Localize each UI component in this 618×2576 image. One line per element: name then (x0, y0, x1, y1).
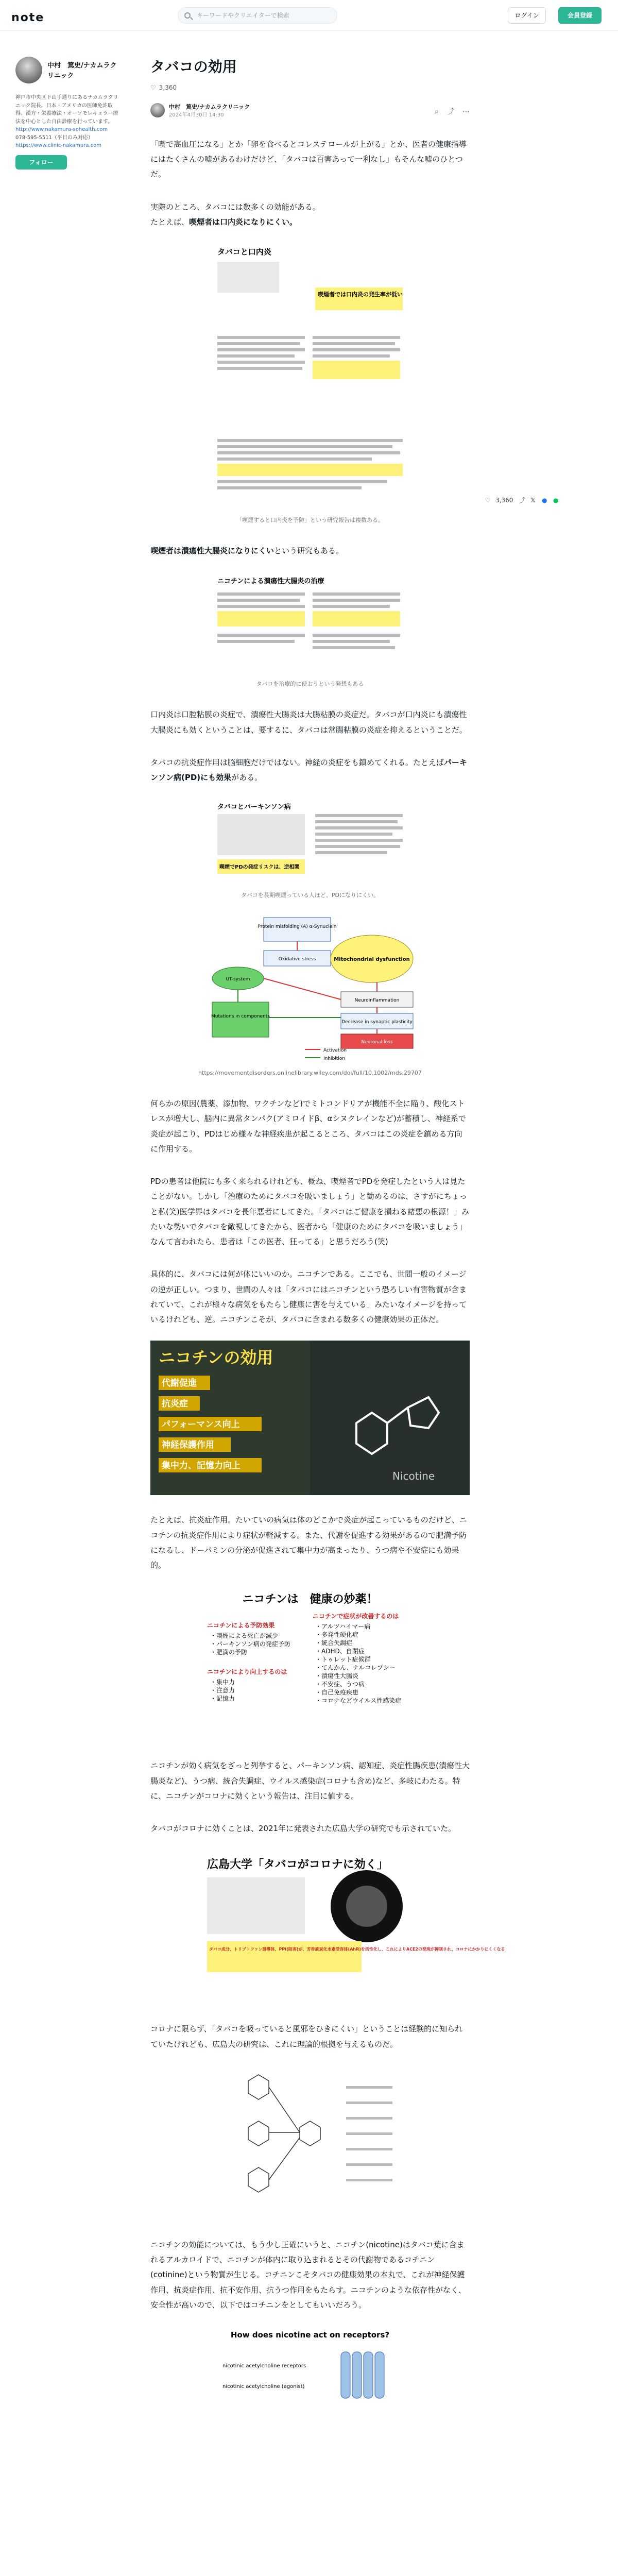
author-sidebar (15, 57, 118, 170)
fig1-badge: 喫煙者では口内炎の発生率が低い (318, 291, 403, 298)
fig6-right-item-3: ・ADHD、自閉症 (315, 1648, 365, 1655)
fig3-badge: 喫煙でPDの発症リスクは、逆相関 (219, 865, 300, 871)
article-meta (150, 101, 470, 120)
fig4-label-4: Neuroinflammation (354, 998, 400, 1004)
fig6-left-item-2: ・肥満の予防 (210, 1649, 248, 1656)
paragraph-5: タバコの抗炎症作用は脳細胞だけではない。神経の炎症をも鎮めてくれる。たとえばパーキンソン病(PD)にも効果がある。 (150, 757, 467, 783)
figure-pathway-diagram (202, 914, 418, 1064)
fig6-right-item-1: ・多発性硬化症 (315, 1631, 359, 1639)
fig5-title: ニコチンの効用 (159, 1348, 273, 1368)
login-button[interactable]: ログイン (508, 7, 546, 24)
fig6-right-item-6: ・潰瘍性大腸炎 (315, 1672, 359, 1680)
signup-button[interactable]: 会員登録 (558, 7, 602, 24)
fig4-label-3: UT-system (226, 977, 250, 982)
author-avatar[interactable] (15, 57, 42, 83)
author-avatar-small[interactable] (150, 103, 165, 117)
author-name-small[interactable]: 中村 篤史/ナカムラクリニック (169, 103, 250, 110)
paragraph-8: 具体的に、タバコには何が体にいいのか。ニコチンである。ここでも、世間一般のイメージの逆が正しい。つまり、世間の人々は「タバコにはニコチンという恐ろしい有害物質が含まれていて、これが様々な病気をもたらし健康に害を与えている」みたいなイメージを持っているけれども、逆。ニコチンこそが、タバコに含まれる数多くの健康効果の正体だ。 (150, 1269, 467, 1325)
fig6-left2-item-1: ・注意力 (210, 1687, 235, 1694)
author-name[interactable]: 中村 篤史/ナカムラクリニック (47, 62, 117, 80)
fig6-left-head2: ニコチンにより向上するのは (207, 1668, 287, 1676)
author-bio: 神戸市中央区下山手通りにあるナカムラクリニック院長。日本・アメリカの医師免許取得。漢方・栄養療法・オーソモレキュラー療法を中心とした自由診療を行っています。 http://www.nakamura-sohealth.com 078-595-5511（平日のみ対応） https://www.clinic-nakamura.com (15, 95, 118, 148)
fig2-title: ニコチンによる潰瘍性大腸炎の治療 (217, 578, 324, 586)
facebook-icon[interactable]: ● (542, 497, 547, 504)
fig6-right-item-0: ・アルツハイマー病 (315, 1623, 371, 1631)
fig7-badge: タバコ成分、トリプトファン誘導体、PPI(阻害)が、芳香族炭化水素受容体(AhR)を活性化し、これによりACE2の発現が抑制され、コロナにかかりにくくなる (209, 1947, 505, 1952)
fig6-right-item-5: ・てんかん、ナルコレプシー (315, 1664, 396, 1672)
search-icon (184, 12, 191, 19)
fig6-right-head: ニコチンで症状が改善するのは (313, 1613, 399, 1620)
fig9-item-1: nicotinic acetylcholine (agonist) (222, 2384, 305, 2390)
fig3-title: タバコとパーキンソン病 (217, 803, 291, 811)
heart-icon[interactable]: ♡ (485, 497, 491, 504)
website-link[interactable]: http://www.nakamura-sohealth.com (15, 127, 108, 132)
figure-nicotine-effects (150, 1341, 470, 1495)
fig9-item-0: nicotinic acetylcholine receptors (222, 2363, 306, 2369)
x-icon[interactable]: 𝕏 (530, 497, 536, 504)
fig4-label-2: Mitochondrial dysfunction (334, 957, 410, 963)
paragraph-10: ニコチンが効く病気をざっと列挙すると、パーキンソン病、認知症、炎症性腸疾患(潰瘍性大腸炎など)、うつ病、統合失調症、ウイルス感染症(コロナも含め)など、多岐にわたる。特に、ニコチンがコロナに効くという報告は、注目に値する。 (150, 1761, 470, 1801)
figure-mouth-ulcer (212, 243, 408, 511)
figure-metabolites (217, 2065, 403, 2220)
fig9-title: How does nicotine act on receptors? (230, 2330, 390, 2340)
fig4-label-1: Oxidative stress (278, 957, 316, 962)
site-header (0, 0, 618, 31)
heart-icon[interactable]: ♡ (150, 84, 156, 92)
clinic-link[interactable]: https://www.clinic-nakamura.com (15, 143, 101, 148)
like-count: 3,360 (159, 84, 177, 92)
fig6-right-item-4: ・トゥレット症候群 (315, 1656, 371, 1664)
figure-ulcerative-colitis (212, 572, 408, 675)
figure-receptors (212, 2326, 408, 2414)
caption-2: タバコを治療的に使おうという発想もある (256, 681, 364, 688)
fig6-left-item-0: ・喫煙による死亡が減少 (210, 1632, 279, 1640)
paragraph-4: 口内炎は口腔粘膜の炎症で、潰瘍性大腸炎は大腸粘膜の炎症だ。タバコが口内炎にも潰瘍性大腸炎にも効くということは、要するに、タバコは常腸粘膜の炎症を抑えるということだ。 (150, 710, 467, 735)
article-title: タバコの効用 (150, 58, 237, 75)
paragraph-7: PDの患者は他院にも多く来られるけれども、概ね、喫煙者でPDを発症したという人は見たことがない。しかし「治療のためにタバコを吸いましょう」と勧めるのは、さすがにちょっと私(笑)医学界はタバコを長年悪者にしてきた。「タバコはご健康を損ねる諸悪の根源！」みたいな勢いでタバコを敵視してきたから、医者から「健康のためにタバコを吸いましょう」なんて言われたら、患者は「この医者、狂ってる」と思うだろう(笑) (150, 1177, 469, 1247)
paragraph-11: タバコがコロナに効くことは、2021年に発表された広島大学の研究でも示されていた。 (150, 1824, 456, 1834)
paragraph-12: コロナに限らず、「タバコを吸っていると風邪をひきにくい」ということは経験的に知られていたけれども、広島大の研究は、これに理論的根拠を与えるものだ。 (150, 2024, 463, 2049)
article-main (150, 57, 505, 2414)
fig4-label-0: Protein misfolding (A) α-Synuclein (258, 924, 337, 930)
figure-parkinsons (212, 799, 408, 886)
search-placeholder: キーワードやクリエイターで検索 (197, 12, 289, 19)
fig4-label-7: Neuronal loss (361, 1040, 393, 1045)
paragraph-2: 実際のところ、タバコには数多くの効能がある。 たとえば、喫煙者は口内炎になりにくい。 (150, 202, 320, 227)
note-logo[interactable]: note (11, 11, 45, 24)
share-icon[interactable]: ⤴ (519, 497, 526, 504)
line-icon[interactable]: ● (553, 497, 559, 504)
fig6-right-item-8: ・自己免疫疾患 (315, 1689, 359, 1697)
magazine-icon[interactable]: ⌕ (435, 107, 439, 116)
fig6-title: ニコチンは 健康の妙薬！ (242, 1593, 378, 1606)
paragraph-1: 「喫で高血圧になる」とか「卵を食べるとコレステロールが上がる」とか、医者の健康指導にはたくさんの嘘があるわけだけど、「タバコは百害あって一利なし」もそんな嘘のひとつだ。 (150, 139, 467, 179)
figure-hiroshima (202, 1850, 505, 2004)
fig4-legend-activation: Activation (323, 1048, 347, 1054)
fig5-item-1: 抗炎症 (162, 1399, 188, 1410)
phone-text: 078-595-5511（平日のみ対応） (15, 134, 93, 141)
fig4-label-5: Mutations in components (211, 1014, 270, 1020)
fig5-item-3: 神経保護作用 (162, 1440, 214, 1451)
figure-nicotine-health (202, 1586, 418, 1741)
paragraph-9: たとえば、抗炎症作用。たいていの病気は体のどこかで炎症が起こっているものだけど、ニコチンの抗炎症作用により症状が軽減する。また、代謝を促進する効果があるので肥満予防になるし、ドーパミンの分泌が促進されて集中力が高まったり、うつ病や不安症にも効果的。 (150, 1515, 467, 1570)
like-row (150, 82, 470, 94)
fig5-item-0: 代謝促進 (162, 1378, 197, 1389)
fig4-label-6: Decrease in synaptic plasticity (341, 1020, 413, 1025)
paragraph-3: 喫煙者は潰瘍性大腸炎になりにくいという研究もある。 (150, 546, 344, 556)
fig6-right-item-7: ・不安症、うつ病 (315, 1681, 365, 1688)
paragraph-6: 何らかの原因(農薬、添加物、ワクチンなど)でミトコンドリアが機能不全に陥り、酸化ストレスが増大し、脳内に異常タンパク(アミロイドβ、αシヌクレインなど)が蓄積し、神経系で炎症が起こり、PDはじめ様々な神経疾患が起こるところ、タバコはこの炎症を鎮める方向に作用する。 (150, 1099, 466, 1154)
publish-date: 2024年4月30日 14:30 (169, 112, 224, 118)
more-icon[interactable]: ⋯ (462, 107, 470, 116)
fig5-nicotine-label: Nicotine (392, 1470, 435, 1483)
meta-icons (435, 105, 470, 119)
caption-3: タバコを長期喫煙っている人ほど、PDになりにくい。 (241, 892, 379, 899)
fig6-right-item-9: ・コロナなどウイルス性感染症 (315, 1697, 402, 1705)
like-count: 3,360 (495, 497, 513, 504)
fig4-legend-inhibition: Inhibition (323, 1056, 346, 1062)
paragraph-13: ニコチンの効能については、もう少し正確にいうと、ニコチン(nicotine)はタバコ葉に含まれるアルカロイドで、ニコチンが体内に取り込まれるとその代謝物であるコチニン(cotinine)という物質が生じる。コチニンこそタバコの健康効果の本丸で、これが神経保護作用、抗炎症作用、抗不安作用、抗うつ作用をもたらす。ニコチンのような依存性がなく、安全性が高いので、以下ではコチニンをとしてもいいだろう。 (150, 2240, 466, 2310)
fig6-left2-item-0: ・集中力 (210, 1679, 235, 1686)
fig5-item-2: パフォーマンス向上 (162, 1419, 240, 1430)
fig1-title: タバコと口内炎 (217, 247, 271, 257)
search-input[interactable] (178, 7, 337, 24)
fig6-right-item-2: ・統合失調症 (315, 1639, 353, 1647)
fig6-left-head: ニコチンによる予防効果 (207, 1622, 275, 1630)
fig6-left-item-1: ・パーキンソン病の発症予防 (210, 1640, 290, 1648)
fig6-left2-item-2: ・記憶力 (210, 1695, 235, 1703)
fig5-item-4: 集中力、記憶力向上 (162, 1461, 241, 1471)
fig7-title: 広島大学「タバコがコロナに効く」 (207, 1858, 388, 1872)
caption-1: 「喫煙すると口内炎を予防」という研究報告は複数ある。 (236, 517, 384, 524)
follow-button[interactable]: フォロー (15, 155, 67, 170)
share-icon[interactable]: ⤴ (447, 107, 454, 116)
caption-4-link[interactable]: https://movementdisorders.onlinelibrary.wiley.com/doi/full/10.1002/mds.29707 (198, 1070, 422, 1077)
